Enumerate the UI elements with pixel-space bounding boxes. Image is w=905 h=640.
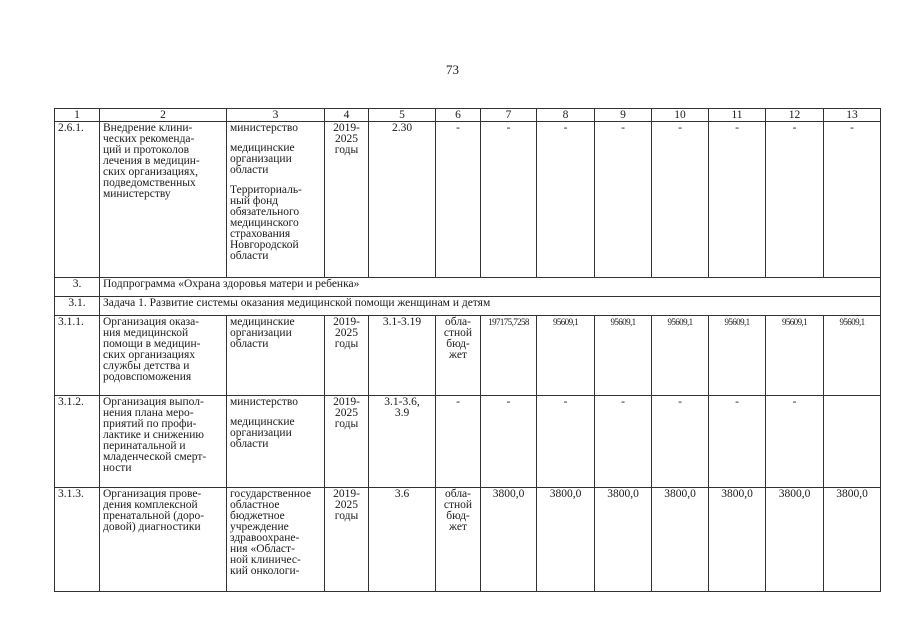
- page-number: 73: [446, 62, 459, 77]
- period: 2019- 2025 годы: [325, 488, 369, 592]
- executor: государственное областное бюджетное учреждение здравоохране- ния «Област- ной клиничес- кий онкологи-: [230, 488, 312, 577]
- value-cell: -: [766, 122, 824, 278]
- value-cell: 3800,0: [709, 488, 766, 592]
- subprogram-number: 3.: [55, 278, 100, 297]
- target-indicator: 3.1-3.19: [369, 316, 436, 396]
- value-cell: 3800,0: [595, 488, 652, 592]
- measure-name: Организация выпол- нения плана меро- приятий по профи- лактике и снижению перинатальной и младенческой смерт- ности: [100, 396, 227, 488]
- header-cell: 13: [824, 109, 881, 122]
- period: 2019- 2025 годы: [325, 316, 369, 396]
- table-row: [55, 488, 881, 592]
- value-cell: 197175,7258: [481, 316, 537, 396]
- value-cell: -: [481, 122, 537, 278]
- row-number: 3.1.1.: [55, 316, 100, 396]
- executors-cell: [227, 396, 325, 488]
- value-cell: 95609,1: [652, 316, 709, 396]
- executors-cell: [227, 316, 325, 396]
- value-cell: 95609,1: [595, 316, 652, 396]
- header-cell: 5: [369, 109, 436, 122]
- value-cell: -: [537, 122, 595, 278]
- value-cell: 3800,0: [824, 488, 881, 592]
- value-cell: -: [709, 396, 766, 488]
- header-cell: 12: [766, 109, 824, 122]
- header-cell: 11: [709, 109, 766, 122]
- table-row: [55, 122, 881, 278]
- header-cell: 7: [481, 109, 537, 122]
- value-cell: 95609,1: [766, 316, 824, 396]
- program-table: [54, 108, 881, 592]
- value-cell: -: [595, 122, 652, 278]
- value-cell: 95609,1: [709, 316, 766, 396]
- row-number: 3.1.2.: [55, 396, 100, 488]
- table-row: [55, 316, 881, 396]
- funding-source: -: [436, 396, 481, 488]
- value-cell: -: [766, 396, 824, 488]
- target-indicator: 3.6: [369, 488, 436, 592]
- executor: медицинские организации области: [230, 416, 295, 450]
- subprogram-title: Подпрограмма «Охрана здоровья матери и ребенка»: [100, 278, 881, 297]
- row-number: 3.1.3.: [55, 488, 100, 592]
- row-number: 2.6.1.: [55, 122, 100, 278]
- value-cell: -: [595, 396, 652, 488]
- header-cell: 1: [55, 109, 100, 122]
- header-cell: 8: [537, 109, 595, 122]
- header-cell: 4: [325, 109, 369, 122]
- header-row: [55, 109, 881, 122]
- funding-source: обла- стной бюд- жет: [436, 488, 481, 592]
- target-indicator: 3.1-3.6, 3.9: [369, 396, 436, 488]
- header-cell: 9: [595, 109, 652, 122]
- subprogram-row: [55, 278, 881, 297]
- header-cell: 3: [227, 109, 325, 122]
- value-cell: 3800,0: [481, 488, 537, 592]
- measure-name: Организация прове- дения комплексной пренатальной (доро- довой) диагностики: [100, 488, 227, 592]
- executor: медицинские организации области: [230, 142, 295, 176]
- executor: министерство: [230, 122, 298, 134]
- value-cell: 3800,0: [766, 488, 824, 592]
- measure-name: Внедрение клини- ческих рекоменда- ций и протоколов лечения в медицин- ских организациях, подведомственных министерству: [100, 122, 227, 278]
- funding-source: обла- стной бюд- жет: [436, 316, 481, 396]
- task-row: [55, 297, 881, 316]
- executor: медицинские организации области: [230, 316, 295, 350]
- value-cell: [824, 396, 881, 488]
- funding-source: -: [436, 122, 481, 278]
- value-cell: 95609,1: [537, 316, 595, 396]
- header-cell: 10: [652, 109, 709, 122]
- value-cell: -: [481, 396, 537, 488]
- value-cell: 95609,1: [824, 316, 881, 396]
- value-cell: -: [652, 396, 709, 488]
- value-cell: -: [537, 396, 595, 488]
- executor: Территориаль- ный фонд обязательного медицинского страхования Новгородской области: [230, 184, 302, 262]
- header-cell: 2: [100, 109, 227, 122]
- value-cell: 3800,0: [652, 488, 709, 592]
- value-cell: -: [824, 122, 881, 278]
- measure-name: Организация оказа- ния медицинской помощи в медицин- ских организациях службы детства и родовспоможения: [100, 316, 227, 396]
- table-row: [55, 396, 881, 488]
- task-number: 3.1.: [55, 297, 100, 316]
- task-title: Задача 1. Развитие системы оказания медицинской помощи женщинам и детям: [100, 297, 881, 316]
- value-cell: -: [709, 122, 766, 278]
- period: 2019- 2025 годы: [325, 122, 369, 278]
- header-cell: 6: [436, 109, 481, 122]
- executor: министерство: [230, 396, 298, 408]
- value-cell: -: [652, 122, 709, 278]
- executors-cell: [227, 488, 325, 592]
- target-indicator: 2.30: [369, 122, 436, 278]
- period: 2019- 2025 годы: [325, 396, 369, 488]
- value-cell: 3800,0: [537, 488, 595, 592]
- executors-cell: [227, 122, 325, 278]
